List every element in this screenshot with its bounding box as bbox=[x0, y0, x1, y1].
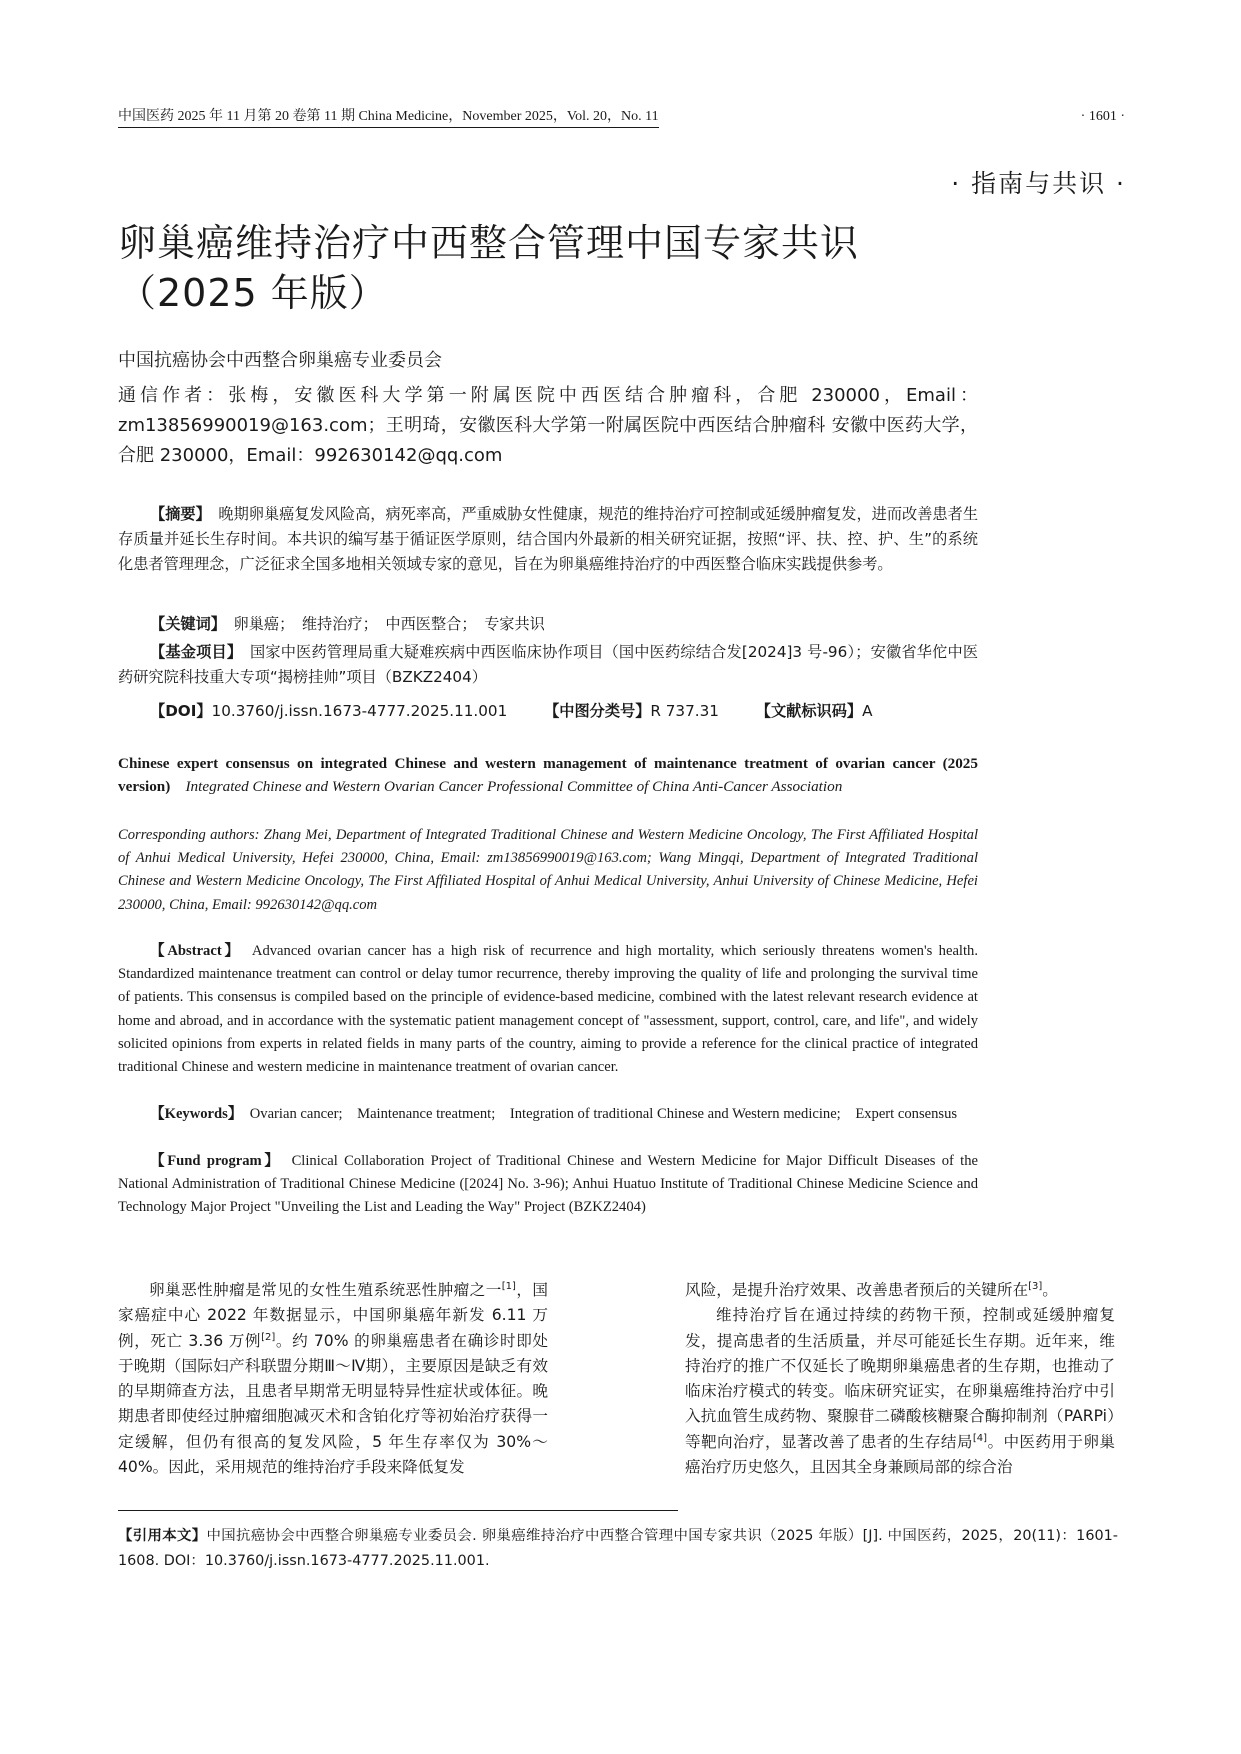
reference-3[interactable]: [3] bbox=[1028, 1280, 1043, 1292]
cn-fund-label: 【基金项目】 bbox=[150, 643, 235, 661]
citation-text: 中国抗癌协会中西整合卵巢癌专业委员会. 卵巢癌维持治疗中西整合管理中国专家共识（2025 年版）[J]. 中国医药，2025，20(11)：1601-1608. DOI：10.3760/j.issn.1673-4777.2025.11.001. bbox=[118, 1528, 1118, 1569]
en-abstract bbox=[118, 940, 978, 1079]
doi-value: 10.3760/j.issn.1673-4777.2025.11.001 bbox=[211, 702, 508, 720]
body-column-right bbox=[685, 1278, 1115, 1480]
cn-fund bbox=[118, 640, 978, 690]
citation-label: 【引用本文】 bbox=[118, 1528, 207, 1544]
en-keywords-label: 【Keywords】 bbox=[150, 1106, 236, 1122]
running-head: 中国医药 2025 年 11 月第 20 卷第 11 期 China Medicine，November 2025，Vol. 20，No. 11 bbox=[118, 108, 659, 128]
cn-keywords-label: 【关键词】 bbox=[150, 615, 219, 633]
en-fund bbox=[118, 1150, 978, 1220]
section-label: · 指南与共识 · bbox=[951, 169, 1126, 198]
reference-2[interactable]: [2] bbox=[261, 1331, 276, 1343]
cn-abstract-text: 晚期卵巢癌复发风险高，病死率高，严重威胁女性健康，规范的维持治疗可控制或延缓肿瘤复发，进而改善患者生存质量并延长生存时间。本共识的编写基于循证医学原则，结合国内外最新的相关研究证据，按照“评、扶、控、护、生”的系统化患者管理理念，广泛征求全国多地相关领域专家的意见，旨在为卵巢癌维持治疗的中西医整合临床实践提供参考。 bbox=[118, 505, 979, 573]
cn-keywords-text: 卵巢癌； 维持治疗； 中西医整合； 专家共识 bbox=[233, 615, 545, 633]
body-paragraph: 维持治疗旨在通过持续的药物干预，控制或延缓肿瘤复发，提高患者的生活质量，并尽可能延长生存期。近年来，维持治疗的推广不仅延长了晚期卵巢癌患者的生存期，也推动了临床治疗模式的转变。临床研究证实，在卵巢癌维持治疗中引入抗血管生成药物、聚腺苷二磷酸核糖聚合酶抑制剂（PARPi）等靶向治疗，显著改善了患者的生存结局[4]。中医药用于卵巢癌治疗历史悠久，且因其全身兼顾局部的综合治 bbox=[685, 1306, 1115, 1477]
clc-value: R 737.31 bbox=[650, 702, 719, 720]
title-line-1: 卵巢癌维持治疗中西整合管理中国专家共识 bbox=[118, 221, 860, 265]
en-abstract-text: Advanced ovarian cancer has a high risk of recurrence and high mortality, which seriously threatens women's health. Standardized maintenance treatment can control or delay tumor recurrence, thereby improving the quality of life and prolonging the survival time of patients. This consensus is compiled based on the principle of evidence-based medicine, combined with the latest relevant research evidence at home and abroad, and in accordance with the systematic patient management concept of "assessment, support, control, care, and life", and widely solicited opinions from experts in related fields in many parts of the country, aiming to provide a reference for the clinical practice of integrated traditional Chinese and western medicine in maintenance treatment of ovarian cancer. bbox=[118, 943, 978, 1076]
doc-code-value: A bbox=[862, 702, 873, 720]
cn-abstract bbox=[118, 502, 978, 577]
reference-1[interactable]: [1] bbox=[501, 1280, 516, 1292]
cn-meta bbox=[118, 699, 978, 724]
corresponding-authors: 通信作者：张梅，安徽医科大学第一附属医院中西医结合肿瘤科，合肥 230000，Email：zm13856990019@163.com；王明琦，安徽医科大学第一附属医院中西医结合肿瘤科 安徽中医药大学，合肥 230000，Email：992630142@qq.com bbox=[118, 385, 978, 466]
en-fund-label: 【Fund program】 bbox=[150, 1153, 275, 1169]
en-corresponding-authors: Corresponding authors: Zhang Mei, Department of Integrated Traditional Chinese and Western Medicine Oncology, The First Affiliated Hospital of Anhui Medical University, Hefei 230000, China, Email: zm13856990019@163.com; Wang Mingqi, Department of Integrated Traditional Chinese and Western Medicine Oncology, The First Affiliated Hospital of Anhui Medical University, Anhui University of Chinese Medicine, Hefei 230000, China, Email: 992630142@qq.com bbox=[118, 827, 978, 913]
body-paragraph: 卵巢恶性肿瘤是常见的女性生殖系统恶性肿瘤之一[1]，国家癌症中心 2022 年数据显示，中国卵巢癌年新发 6.11 万例，死亡 3.36 万例[2]。约 70% 的卵巢癌患者在确诊时即处于晚期（国际妇产科联盟分期Ⅲ～Ⅳ期），主要原因是缺乏有效的早期筛查方法，且患者早期常无明显特异性症状或体征。晚期患者即使经过肿瘤细胞减灭术和含铂化疗等初始治疗获得一定缓解，但仍有很高的复发风险，5 年生存率仅为 30%～40%。因此，采用规范的维持治疗手段来降低复发 bbox=[118, 1280, 548, 1477]
title-line-2: （2025 年版） bbox=[118, 271, 388, 315]
author-organization: 中国抗癌协会中西整合卵巢癌专业委员会 bbox=[118, 350, 442, 371]
en-title bbox=[118, 752, 978, 798]
body-column-left bbox=[118, 1278, 548, 1480]
clc-label: 【中图分类号】 bbox=[544, 702, 651, 720]
citation-note bbox=[118, 1524, 1118, 1574]
cn-keywords bbox=[118, 612, 978, 637]
en-title-text: Chinese expert consensus on integrated Chinese and western management of maintenance treatment of ovarian cancer (2025 version) bbox=[118, 755, 978, 795]
en-keywords-text: Ovarian cancer; Maintenance treatment; Integration of traditional Chinese and Western medicine; Expert consensus bbox=[249, 1106, 958, 1122]
cn-abstract-label: 【摘要】 bbox=[150, 505, 204, 523]
doi-label: 【DOI】 bbox=[150, 702, 212, 720]
en-abstract-label: 【Abstract】 bbox=[150, 943, 235, 959]
footnote-rule bbox=[118, 1510, 678, 1511]
cn-fund-text: 国家中医药管理局重大疑难疾病中西医临床协作项目（国中医药综结合发[2024]3 号-96）；安徽省华佗中医药研究院科技重大专项“揭榜挂帅”项目（BZKZ2404） bbox=[118, 643, 979, 686]
en-organization: Integrated Chinese and Western Ovarian Cancer Professional Committee of China Anti-Cancer Association bbox=[185, 778, 843, 795]
doc-code-label: 【文献标识码】 bbox=[755, 702, 863, 720]
en-keywords bbox=[118, 1103, 978, 1126]
en-fund-text: Clinical Collaboration Project of Traditional Chinese and Western Medicine for Major Difficult Diseases of the National Administration of Traditional Chinese Medicine ([2024] No. 3-96); Anhui Huatuo Institute of Traditional Chinese Medicine Science and Technology Major Project "Unveiling the List and Leading the Way" Project (BZKZ2404) bbox=[118, 1153, 978, 1216]
article-title bbox=[118, 218, 1118, 318]
page-number: · 1601 · bbox=[1080, 109, 1125, 124]
reference-4[interactable]: [4] bbox=[972, 1432, 988, 1444]
body-paragraph: 风险，是提升治疗效果、改善患者预后的关键所在[3]。 bbox=[685, 1280, 1058, 1299]
